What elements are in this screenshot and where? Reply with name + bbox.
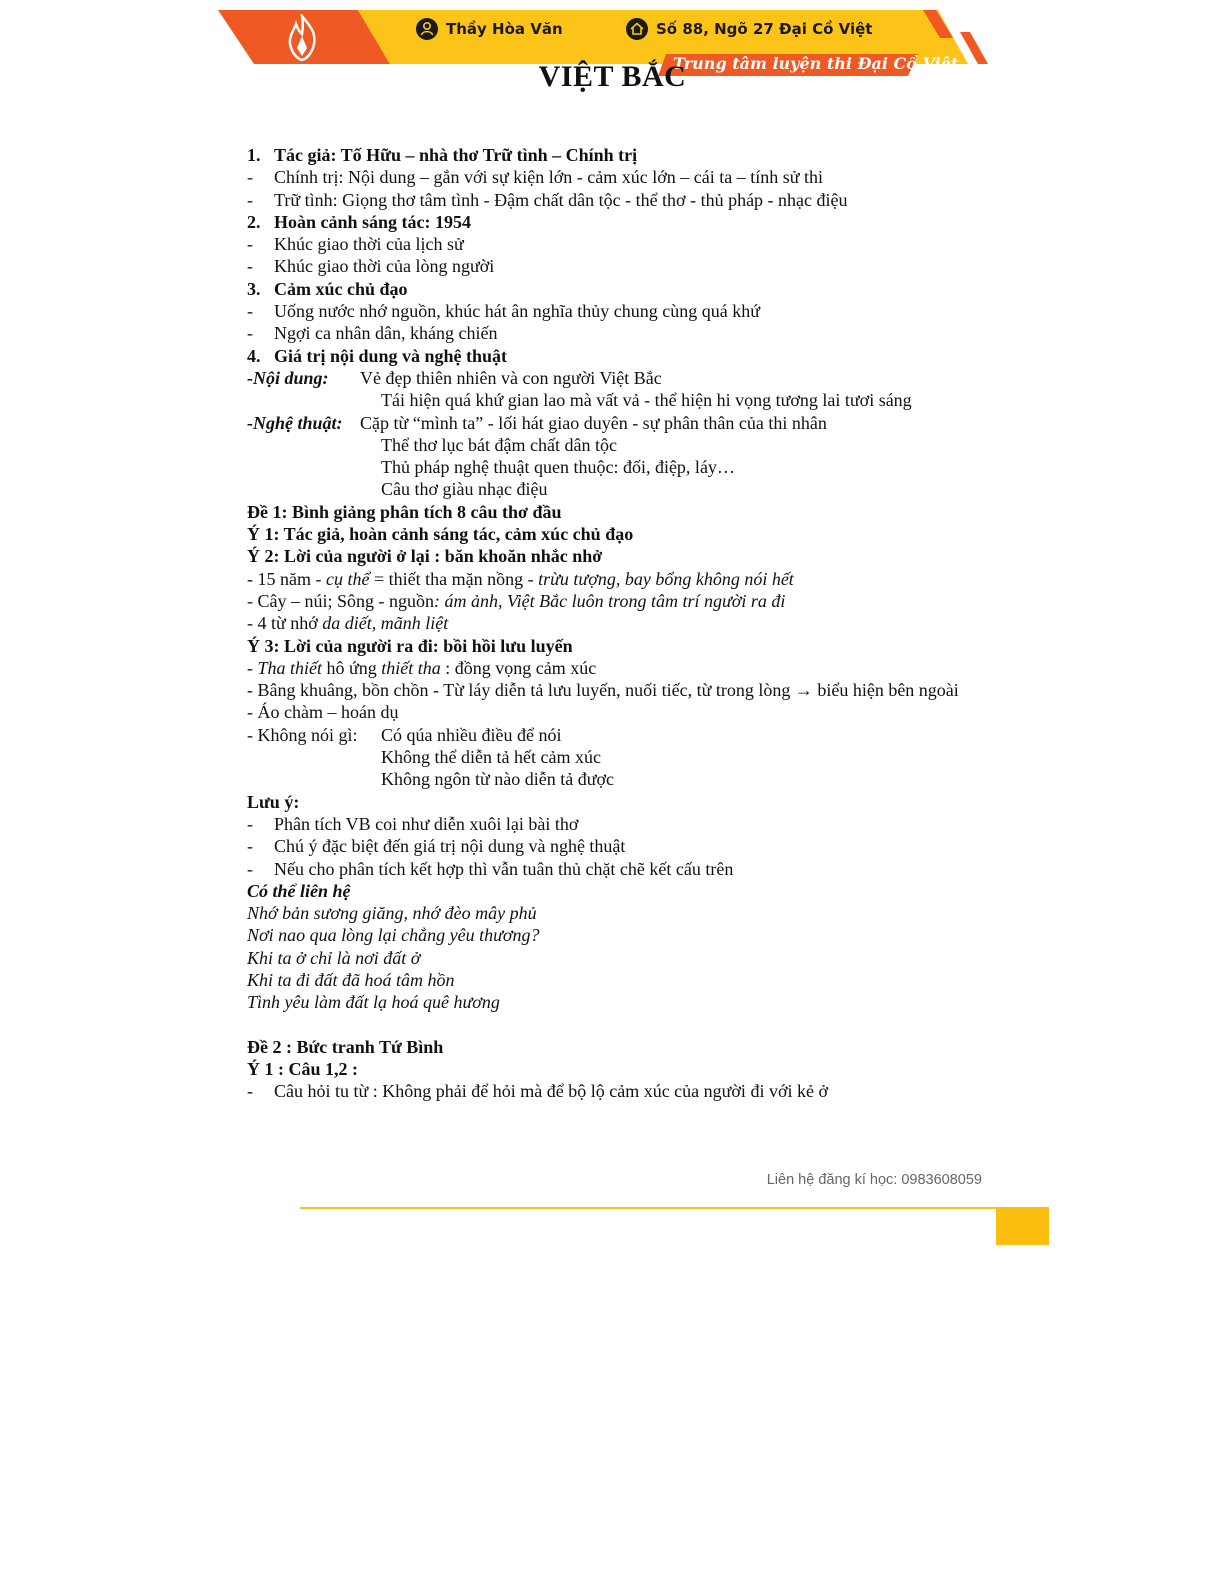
de-1-y3-line-1: - Tha thiết hô ứng thiết tha : đồng vọng cảm xúc <box>247 657 597 678</box>
list-item: - Uống nước nhớ nguồn, khúc hát ân nghĩa thủy chung cùng quá khứ <box>247 301 760 322</box>
teacher-name: Thầy Hòa Văn <box>446 20 563 38</box>
section-1-heading: 1. Tác giả: Tố Hữu – nhà thơ Trữ tình – Chính trị <box>247 145 638 165</box>
list-item: - Phân tích VB coi như diễn xuôi lại bài thơ <box>247 813 579 834</box>
section-2-heading: 2. Hoàn cảnh sáng tác: 1954 <box>247 211 472 232</box>
de-1-y2-line-1: - 15 năm - cụ thể = thiết tha mặn nồng - trừu tượng, bay bổng không nói hết <box>247 568 794 589</box>
de-1-y3-line-4: - Không nói gì: Có qúa nhiều điều để nói <box>247 724 562 745</box>
de-1-y3-line-4-cont: Không thể diễn tả hết cảm xúc <box>381 747 601 768</box>
nghe-thuat-line: Thủ pháp nghệ thuật quen thuộc: đối, điệp, láy… <box>381 457 735 478</box>
home-icon <box>626 18 648 40</box>
poem-line: Nơi nao qua lòng lại chẳng yêu thương? <box>247 925 540 946</box>
de-2-heading: Đề 2 : Bức tranh Tứ Bình <box>247 1036 444 1057</box>
de-1-y2: Ý 2: Lời của người ở lại : băn khoăn nhắc nhở <box>247 546 603 567</box>
de-1-y2-line-3: - 4 từ nhớ da diết, mãnh liệt <box>247 613 449 634</box>
footer-accent-box <box>996 1207 1049 1245</box>
section-3-heading: 3. Cảm xúc chủ đạo <box>247 278 408 299</box>
list-item: - Chú ý đặc biệt đến giá trị nội dung và nghệ thuật <box>247 836 626 857</box>
nghe-thuat-line: -Nghệ thuật: Cặp từ “mình ta” - lối hát giao duyên - sự phân thân của thi nhân <box>247 412 827 433</box>
poem-line: Tình yêu làm đất lạ hoá quê hương <box>247 992 500 1013</box>
poem-line: Khi ta ở chỉ là nơi đất ở <box>247 947 421 968</box>
section-4-heading: 4. Giá trị nội dung và nghệ thuật <box>247 345 508 366</box>
luu-y-heading: Lưu ý: <box>247 791 300 812</box>
document-body <box>247 144 987 1102</box>
list-item: - Trữ tình: Giọng thơ tâm tình - Đậm chất dân tộc - thể thơ - thủ pháp - nhạc điệu <box>247 189 848 210</box>
flame-pen-logo-icon <box>282 14 322 62</box>
de-1-y3-line-3: - Áo chàm – hoán dụ <box>247 702 399 723</box>
center-address: Số 88, Ngõ 27 Đại Cồ Việt <box>656 20 873 38</box>
nghe-thuat-line: Câu thơ giàu nhạc điệu <box>381 479 548 500</box>
person-icon <box>416 18 438 40</box>
noi-dung-line: Tái hiện quá khứ gian lao mà vất vả - thể hiện hi vọng tương lai tươi sáng <box>381 390 912 411</box>
list-item: - Ngợi ca nhân dân, kháng chiến <box>247 323 498 344</box>
de-1-y3-line-4-cont: Không ngôn từ nào diễn tả được <box>381 769 614 790</box>
poem-line: Khi ta đi đất đã hoá tâm hồn <box>247 969 455 990</box>
list-item: - Chính trị: Nội dung – gắn với sự kiện lớn - cảm xúc lớn – cái ta – tính sử thi <box>247 167 823 188</box>
de-1-y1: Ý 1: Tác giả, hoàn cảnh sáng tác, cảm xúc chủ đạo <box>247 524 634 545</box>
list-item: - Câu hỏi tu từ : Không phải để hỏi mà để bộ lộ cảm xúc của người đi với kẻ ở <box>247 1081 828 1102</box>
footer-divider <box>300 1207 1000 1209</box>
nghe-thuat-line: Thể thơ lục bát đậm chất dân tộc <box>381 434 617 455</box>
de-2-y1: Ý 1 : Câu 1,2 : <box>247 1058 358 1079</box>
page-title: VIỆT BẮC <box>538 60 687 93</box>
noi-dung-line: -Nội dung: Vẻ đẹp thiên nhiên và con người Việt Bắc <box>247 367 662 388</box>
list-item: - Nếu cho phân tích kết hợp thì vẫn tuân thủ chặt chẽ kết cấu trên <box>247 858 734 879</box>
lien-he-heading: Có thể liên hệ <box>247 880 351 901</box>
list-item: - Khúc giao thời của lịch sử <box>247 234 464 255</box>
de-1-y2-line-2: - Cây – núi; Sông - nguồn: ám ảnh, Việt Bắc luôn trong tâm trí người ra đi <box>247 590 786 611</box>
poem-line: Nhớ bản sương giăng, nhớ đèo mây phủ <box>247 903 537 924</box>
de-1-y3-line-2: - Bâng khuâng, bồn chồn - Từ láy diễn tả lưu luyến, nuối tiếc, từ trong lòng → biểu hiện bên ngoài <box>247 680 959 701</box>
de-1-y3: Ý 3: Lời của người ra đi: bồi hồi lưu luyến <box>247 635 573 656</box>
list-item: - Khúc giao thời của lòng người <box>247 256 495 277</box>
de-1-heading: Đề 1: Bình giảng phân tích 8 câu thơ đầu <box>247 501 562 522</box>
footer-contact: Liên hệ đăng kí học: 0983608059 <box>766 1172 982 1188</box>
center-name: Trung tâm luyện thi Đại Cồ Việt <box>673 54 959 73</box>
